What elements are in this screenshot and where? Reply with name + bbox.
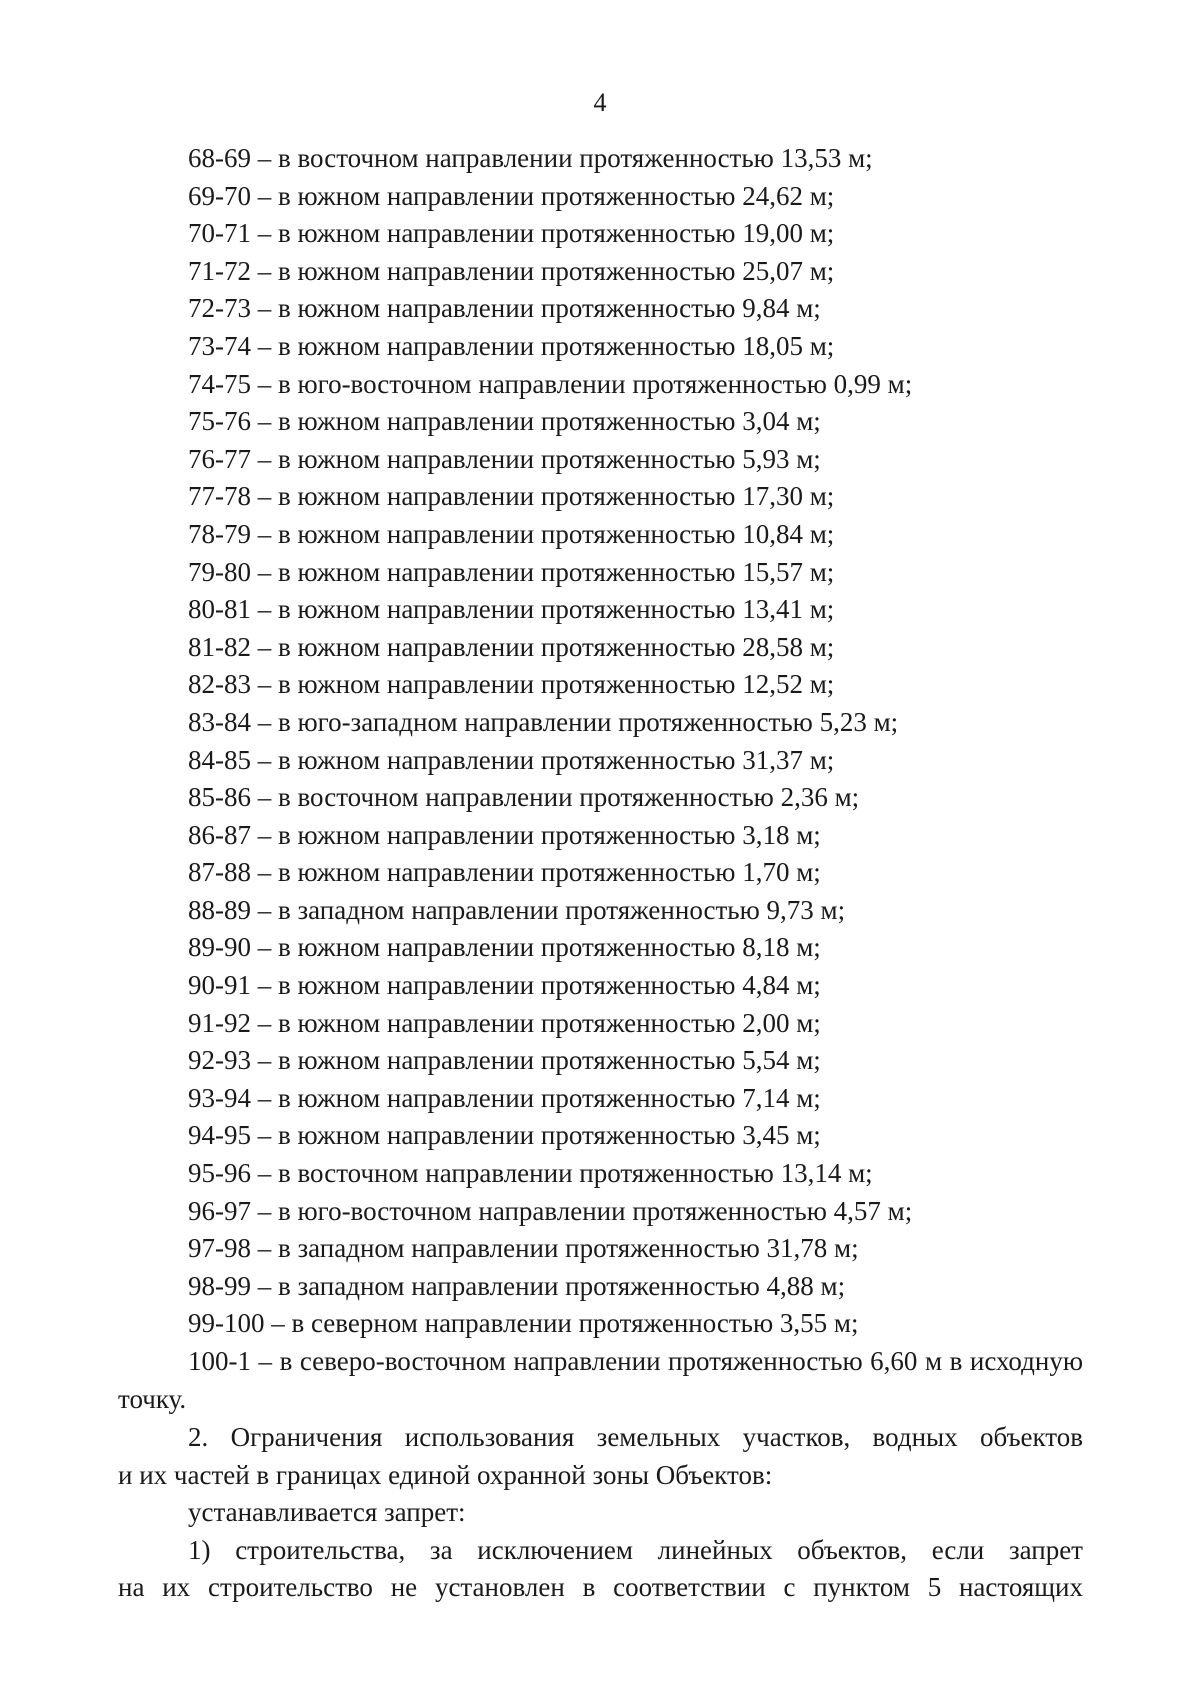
boundary-segment-item: 70-71 – в южном направлении протяженностью 19,00 м; <box>188 218 835 249</box>
boundary-segment-item: 72-73 – в южном направлении протяженностью 9,84 м; <box>188 293 821 324</box>
boundary-segment-item: 82-83 – в южном направлении протяженностью 12,52 м; <box>188 669 835 700</box>
boundary-segment-item: 84-85 – в южном направлении протяженностью 31,37 м; <box>188 744 835 775</box>
boundary-segment-item: 92-93 – в южном направлении протяженностью 5,54 м; <box>188 1045 821 1076</box>
boundary-segment-item: 69-70 – в южном направлении протяженностью 24,62 м; <box>188 180 835 211</box>
boundary-segment-item: 74-75 – в юго-восточном направлении протяженностью 0,99 м; <box>188 368 913 399</box>
last-segment-paragraph <box>118 1343 1083 1418</box>
boundary-segment-item: 88-89 – в западном направлении протяженностью 9,73 м; <box>188 894 846 925</box>
boundary-segment-item: 94-95 – в южном направлении протяженностью 3,45 м; <box>188 1120 821 1151</box>
boundary-segment-list <box>188 140 912 1343</box>
boundary-segment-item: 87-88 – в южном направлении протяженностью 1,70 м; <box>188 857 821 888</box>
boundary-segment-item: 98-99 – в западном направлении протяженностью 4,88 м; <box>188 1270 846 1301</box>
section-2-paragraph <box>118 1419 1083 1607</box>
prohibition-intro: устанавливается запрет: <box>188 1497 466 1528</box>
page-number: 4 <box>593 88 607 117</box>
boundary-segment-item: 80-81 – в южном направлении протяженностью 13,41 м; <box>188 594 835 625</box>
boundary-segment-item: 96-97 – в юго-восточном направлении протяженностью 4,57 м; <box>188 1195 913 1226</box>
boundary-segment-item: 77-78 – в южном направлении протяженностью 17,30 м; <box>188 481 835 512</box>
boundary-segment-item: 99-100 – в северном направлении протяженностью 3,55 м; <box>188 1308 859 1339</box>
boundary-segment-item: 78-79 – в южном направлении протяженностью 10,84 м; <box>188 518 835 549</box>
boundary-segment-item: 79-80 – в южном направлении протяженностью 15,57 м; <box>188 556 835 587</box>
boundary-segment-item: 95-96 – в восточном направлении протяженностью 13,14 м; <box>188 1158 873 1189</box>
last-segment-line: 100-1 – в северо-восточном направлении протяженностью 6,60 м в исходную <box>188 1346 1083 1376</box>
boundary-segment-item: 86-87 – в южном направлении протяженностью 3,18 м; <box>188 819 821 850</box>
boundary-segment-item: 76-77 – в южном направлении протяженностью 5,93 м; <box>188 443 821 474</box>
boundary-segment-item: 93-94 – в южном направлении протяженностью 7,14 м; <box>188 1082 821 1113</box>
last-segment-line-continuation: точку. <box>118 1383 187 1414</box>
boundary-segment-item: 71-72 – в южном направлении протяженностью 25,07 м; <box>188 255 835 286</box>
boundary-segment-item: 90-91 – в южном направлении протяженностью 4,84 м; <box>188 970 821 1001</box>
section-2-heading-line: 2. Ограничения использования земельных участков, водных объектов <box>188 1422 1083 1452</box>
section-2-heading-continuation: и их частей в границах единой охранной зоны Объектов: <box>118 1459 773 1490</box>
boundary-segment-item: 91-92 – в южном направлении протяженностью 2,00 м; <box>188 1007 821 1038</box>
boundary-segment-item: 85-86 – в восточном направлении протяженностью 2,36 м; <box>188 782 860 813</box>
boundary-segment-item: 97-98 – в западном направлении протяженностью 31,78 м; <box>188 1233 859 1264</box>
boundary-segment-item: 83-84 – в юго-западном направлении протяженностью 5,23 м; <box>188 706 899 737</box>
prohibition-item-1: 1) строительства, за исключением линейных объектов, если запрет <box>188 1534 1083 1565</box>
boundary-segment-item: 73-74 – в южном направлении протяженностью 18,05 м; <box>188 330 835 361</box>
prohibition-item-1-continuation: на их строительство не установлен в соответствии с пунктом 5 настоящих <box>118 1572 1083 1603</box>
boundary-segment-item: 75-76 – в южном направлении протяженностью 3,04 м; <box>188 406 821 437</box>
boundary-segment-item: 89-90 – в южном направлении протяженностью 8,18 м; <box>188 932 821 963</box>
boundary-segment-item: 68-69 – в восточном направлении протяженностью 13,53 м; <box>188 143 873 173</box>
boundary-segment-item: 81-82 – в южном направлении протяженностью 28,58 м; <box>188 631 835 662</box>
